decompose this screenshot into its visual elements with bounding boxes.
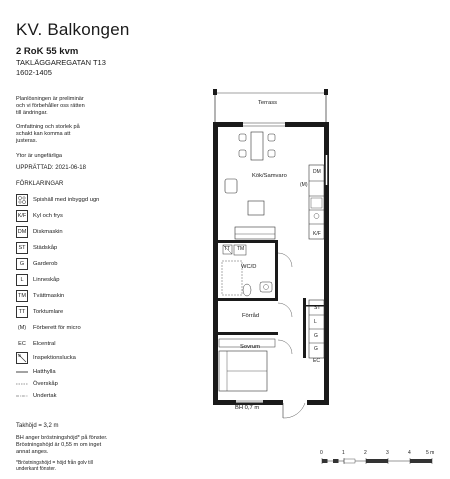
legend-electric: EC Elcentral [18,341,56,347]
sofa [235,227,275,239]
bh-definition: *Bröstningshöjd = höjd från golv till underkant fönster. [16,460,93,472]
over-cabinet-icon [16,378,28,390]
code-washer: TM [237,246,245,252]
outer-walls [213,122,329,405]
legend-micro: (M) Förberett för micro [17,325,81,331]
legend-wardrobe: G Garderob [16,258,58,270]
room-kitchen: Kök/Samvaro [252,173,287,179]
scale-tick-2: 2 [364,450,367,456]
note-preliminary: Planlösningen är preliminär och vi förbehåller oss rätten till ändringar. [16,96,85,116]
apartment-size: 2 RoK 55 kvm [16,46,79,57]
stove-icon [16,194,28,206]
entrance-door [283,403,305,418]
updated-date: UPPRÄTTAD: 2021-06-18 [16,165,86,171]
inspection-hatch-icon [16,352,28,364]
legend-suspended-ceiling: Undertak [16,390,57,402]
bathroom-fixtures [222,245,292,296]
room-terrace: Terrass [258,100,278,106]
scale-bar [318,455,438,467]
legend-inspection: Inspektionslucka [16,352,76,364]
code-micro: (M) [300,182,308,188]
code-fridge: K/F [313,231,321,237]
legend-linen: L Linneskåp [16,274,59,286]
code-cleaning: ST [314,305,321,311]
unit-number: 1602-1405 [16,68,52,77]
scale-tick-3: 3 [386,450,389,456]
legend-cleaning: ST Städskåp [16,242,57,254]
scale-tick-0: 0 [320,450,323,456]
room-wc: WC/D [241,264,257,270]
coffee-table [248,201,264,215]
address: TAKLÄGGAREGATAN T13 [16,58,106,67]
kitchen-counter [309,165,324,239]
legend-dishwasher: DM Diskmaskin [16,226,63,238]
scale-tick-5: 5 m [426,450,435,456]
legend-stove: Spishäll med inbyggd ugn [16,194,99,206]
note-shaft: Omfattning och storlek på schakt kan komma att justeras. [16,124,80,144]
suspended-ceiling-icon [16,390,28,402]
room-bedroom: Sovrum [240,344,260,350]
legend-fridge: K/F Kyl och frys [16,210,63,222]
legend-washer: TM Tvättmaskin [16,290,64,302]
storage-door [278,303,292,317]
internal-walls [218,240,324,358]
note-areas: Ytor är ungefärliga [16,153,63,159]
legend-overcabinet: Överskåp [16,378,58,390]
armchair [225,179,237,193]
hat-shelf-icon [16,366,28,378]
room-storage: Förråd [242,313,260,319]
code-linen: L [314,319,317,325]
dining-table [239,132,275,160]
code-dishwasher: DM [313,169,321,175]
scale-tick-4: 4 [408,450,411,456]
code-wardrobe-1: G [314,333,318,339]
code-electric: EC [313,358,320,364]
legend-heading: FÖRKLARINGAR [16,181,64,187]
floor-plan [205,85,340,420]
code-wardrobe-2: G [314,346,318,352]
ceiling-height: Takhöjd = 3,2 m [16,423,59,429]
bh-note: BH anger bröstningshöjd* på fönster. Bröstningshöjd är 0,55 m om inget annat anges. [16,435,108,455]
legend-dryer: TT Torktumlare [16,306,63,318]
scale-tick-1: 1 [342,450,345,456]
code-dryer: TT [224,246,231,252]
page-title: KV. Balkongen [16,20,130,39]
window-bh: BH 0,7 m [235,405,260,411]
legend-hatshelf: Hatthylla [16,366,56,378]
